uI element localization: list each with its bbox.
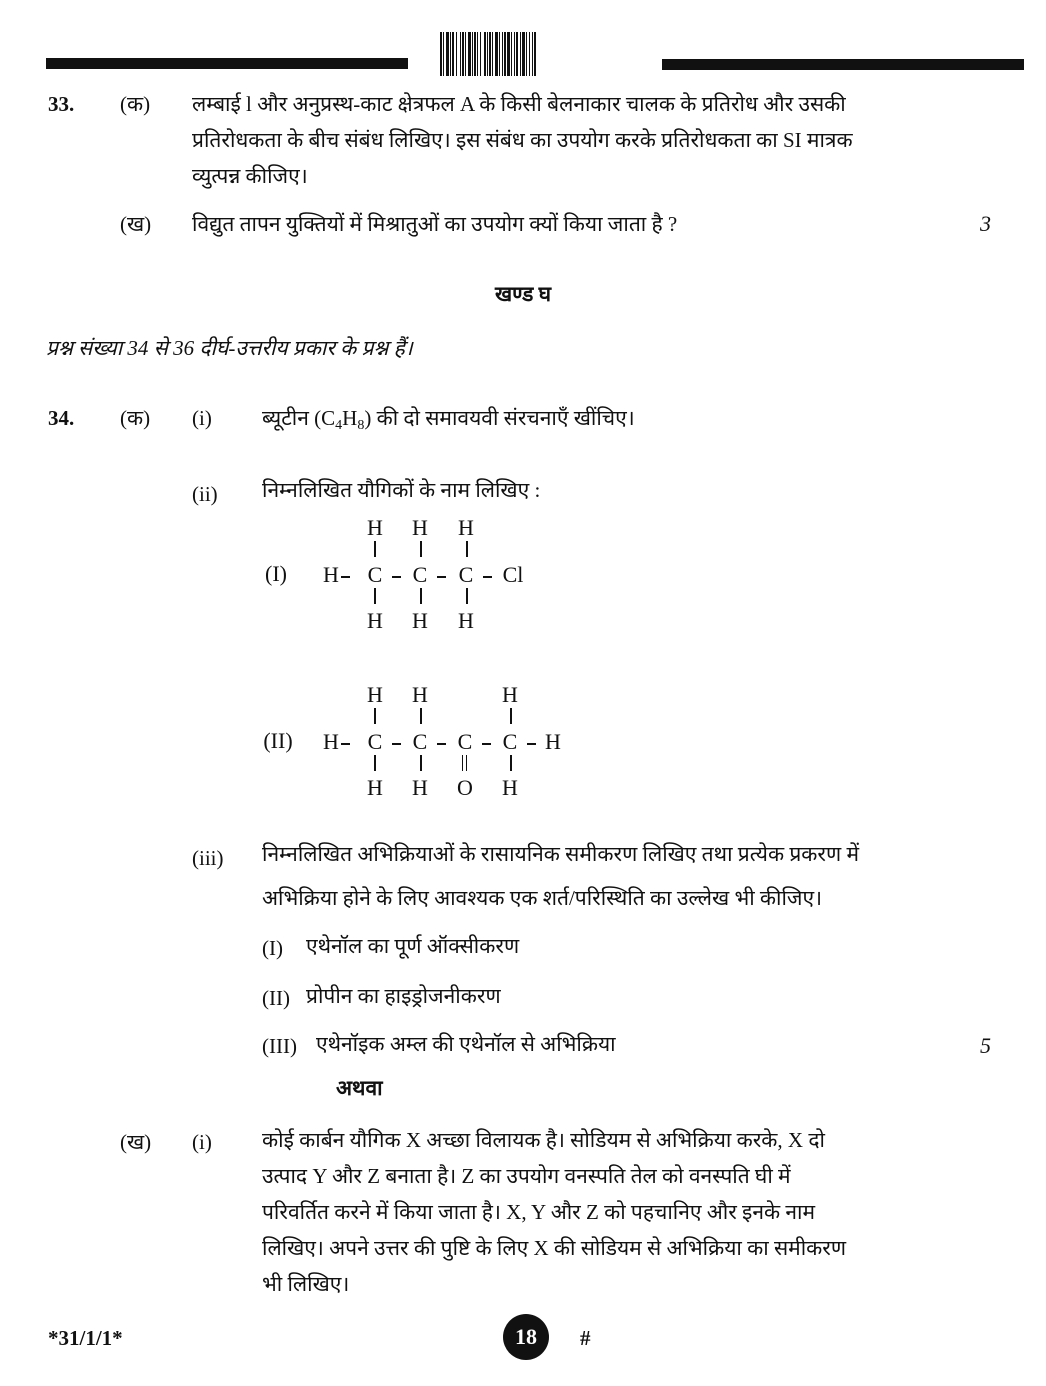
q34-b-i-line2: उत्पाद Y और Z बनाता है। Z का उपयोग वनस्पति तेल को वनस्पति घी में [262, 1164, 791, 1188]
q34-i-subscript-8: 8 [357, 418, 365, 433]
atom-h: H [458, 515, 474, 540]
atom-c-carbonyl: C [457, 729, 473, 754]
compound2-label: (II) [263, 728, 293, 753]
page-number: 18 [503, 1314, 549, 1360]
question-number-33: 33. [48, 92, 75, 116]
atom-h: H [367, 682, 383, 707]
bond [482, 743, 491, 745]
atom-c: C [458, 562, 474, 587]
atom-h: H [323, 729, 339, 754]
atom-h: H [458, 608, 474, 633]
or-separator: अथवा [336, 1076, 383, 1100]
atom-c: C [502, 729, 518, 754]
reaction-label-3: (III) [262, 1034, 297, 1058]
q34-iii-line2: अभिक्रिया होने के लिए आवश्यक एक शर्त/परिस्थिति का उल्लेख भी कीजिए। [262, 886, 823, 910]
compound1-label: (I) [265, 561, 287, 586]
q34-marks: 5 [980, 1033, 991, 1058]
bond [420, 755, 422, 771]
atom-h: H [323, 562, 339, 587]
section-title: खण्ड घ [494, 282, 552, 306]
q33-part-a-line2: प्रतिरोधकता के बीच संबंध लिखिए। इस संबंध का उपयोग करके प्रतिरोधकता का SI मात्रक [192, 128, 853, 152]
q34-b-i-line3: परिवर्तित करने में किया जाता है। X, Y और Z को पहचानिए और इनके नाम [262, 1200, 816, 1224]
bond [510, 708, 512, 724]
atom-h: H [412, 515, 428, 540]
q34-i-text-mid: H [342, 406, 358, 430]
q34-iii-label: (iii) [192, 846, 224, 870]
atom-c: C [412, 562, 428, 587]
reaction-text-1: एथेनॉल का पूर्ण ऑक्सीकरण [306, 934, 520, 958]
q34-b-i-label: (i) [192, 1130, 212, 1154]
atom-c: C [367, 562, 383, 587]
atom-h: H [412, 608, 428, 633]
bond [437, 743, 446, 745]
double-bond [462, 755, 467, 771]
atom-h: H [367, 775, 383, 800]
atom-h: H [502, 775, 518, 800]
q34-i-text-pre: ब्यूटीन (C [262, 406, 336, 430]
q34-i-label: (i) [192, 406, 212, 430]
atom-h: H [412, 775, 428, 800]
bond [374, 755, 376, 771]
bond [510, 755, 512, 771]
bond [420, 708, 422, 724]
q34-ii-text: निम्नलिखित यौगिकों के नाम लिखिए : [262, 478, 541, 502]
reaction-text-3: एथेनॉइक अम्ल की एथेनॉल से अभिक्रिया [316, 1032, 616, 1056]
atom-h: H [502, 682, 518, 707]
atom-c: C [412, 729, 428, 754]
q34-b-i-line4: लिखिए। अपने उत्तर की पुष्टि के लिए X की सोडियम से अभिक्रिया का समीकरण [262, 1236, 847, 1260]
q33-part-a-line3: व्युत्पन्न कीजिए। [192, 164, 308, 188]
paper-code: *31/1/1* [48, 1326, 123, 1350]
reaction-label-1: (I) [262, 936, 283, 960]
section-instruction-text: प्रश्न संख्या 34 से 36 दीर्घ-उत्तरीय प्रकार के प्रश्न हैं। [46, 336, 413, 360]
q34-part-a-label: (क) [120, 406, 151, 430]
q34-b-i-line1: कोई कार्बन यौगिक X अच्छा विलायक है। सोडियम से अभिक्रिया करके, X दो [262, 1128, 825, 1152]
q34-b-i-line5: भी लिखिए। [262, 1272, 350, 1296]
q33-part-a-label: (क) [120, 92, 151, 116]
atom-c: C [367, 729, 383, 754]
atom-h: H [367, 515, 383, 540]
atom-cl: Cl [502, 562, 524, 587]
atom-o: O [457, 775, 473, 800]
bond [374, 708, 376, 724]
q33-part-a-line1: लम्बाई l और अनुप्रस्थ-काट क्षेत्रफल A के किसी बेलनाकार चालक के प्रतिरोध और उसकी [192, 92, 846, 116]
q34-i-subscript-4: 4 [335, 418, 343, 433]
q33-part-b-text: विद्युत तापन युक्तियों में मिश्रातुओं का उपयोग क्यों किया जाता है ? [192, 212, 678, 236]
question-number-34: 34. [48, 406, 75, 430]
q33-marks: 3 [980, 211, 991, 236]
q34-part-b-label: (ख) [120, 1130, 152, 1154]
q34-ii-label: (ii) [192, 482, 218, 506]
atom-h: H [367, 608, 383, 633]
q34-iii-line1: निम्नलिखित अभिक्रियाओं के रासायनिक समीकरण लिखिए तथा प्रत्येक प्रकरण में [262, 842, 860, 866]
bond [392, 743, 401, 745]
q34-i-text-post: ) की दो समावयवी संरचनाएँ खींचिए। [364, 406, 635, 430]
atom-h: H [545, 729, 561, 754]
footer-hash: # [580, 1326, 591, 1350]
atom-h: H [412, 682, 428, 707]
q33-part-b-label: (ख) [120, 212, 152, 236]
bond [527, 743, 536, 745]
reaction-label-2: (II) [262, 986, 290, 1010]
bond [341, 743, 350, 745]
reaction-text-2: प्रोपीन का हाइड्रोजनीकरण [306, 984, 501, 1008]
